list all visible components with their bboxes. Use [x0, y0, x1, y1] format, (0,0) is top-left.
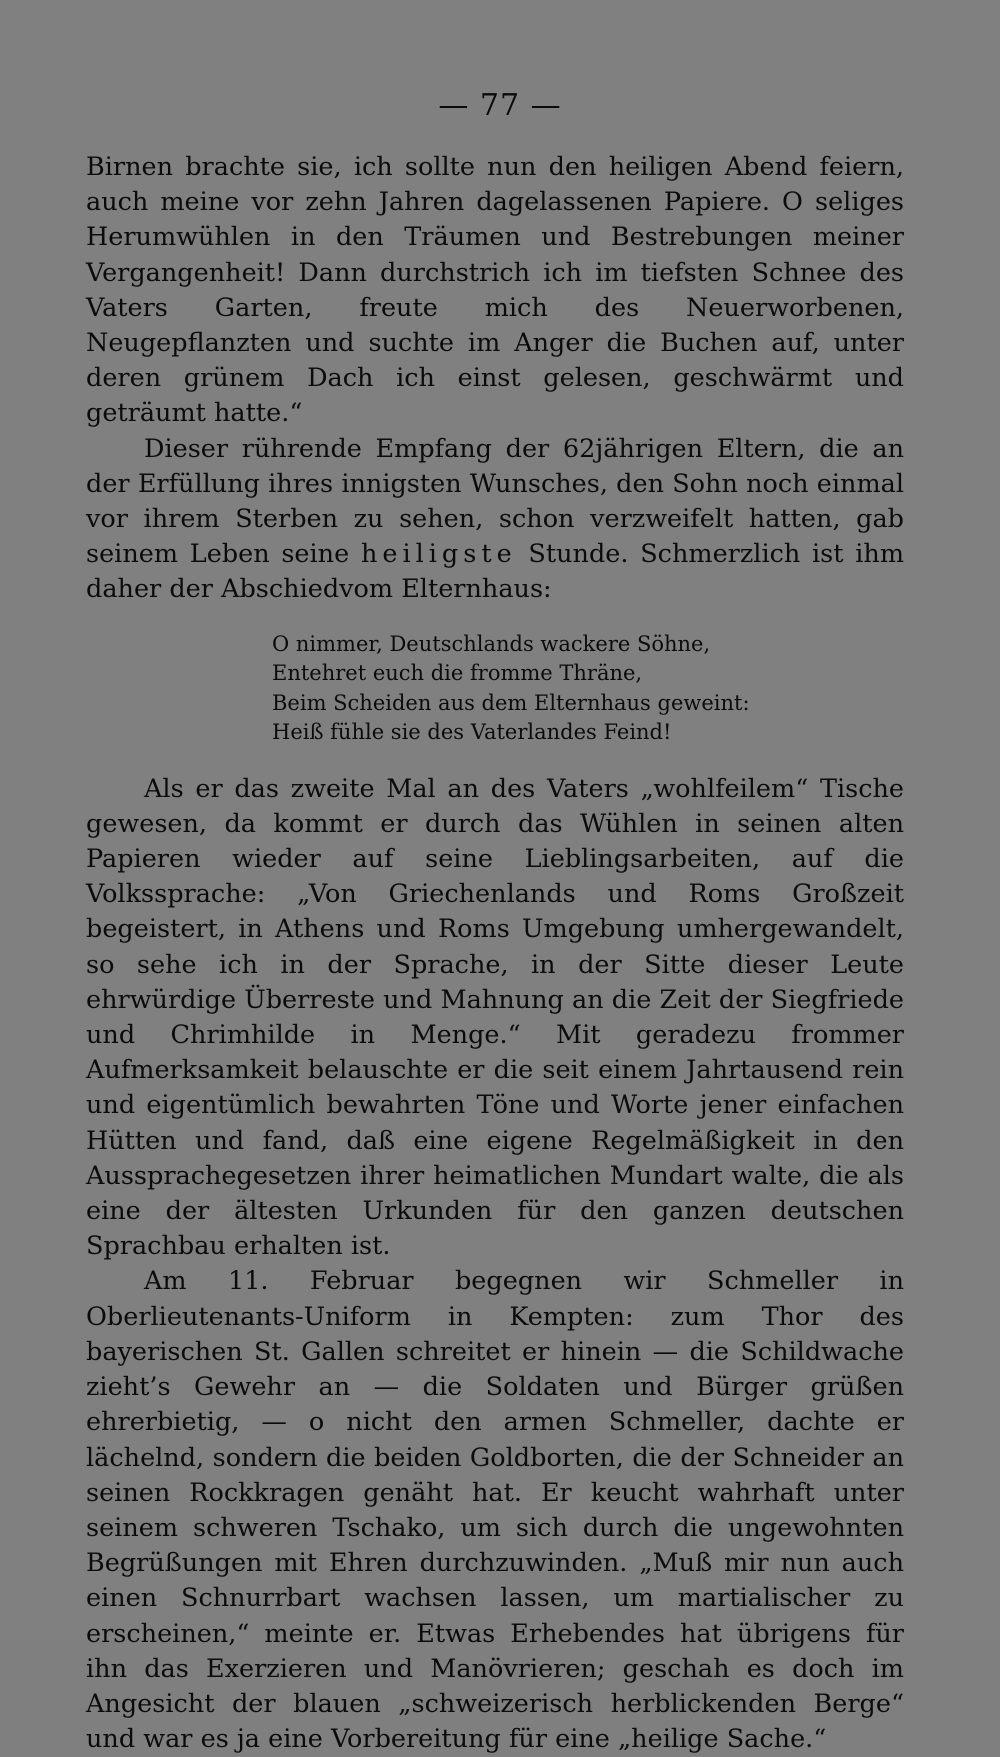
- paragraph-2: [86, 432, 904, 608]
- page-number: — 77 —: [438, 88, 562, 123]
- paragraph-2-start: Dieser rührende Empfang der 62jährigen Eltern, die an der Erfüllung ihres innigsten Wunsches, den Sohn noch einmal vor ihrem Sterben zu sehen, schon verzweifelt hatten, gab seinem Leben seine: [86, 433, 904, 570]
- page-body: [86, 150, 904, 1757]
- paragraph-4: Am 11. Februar begegnen wir Schmeller in Oberlieutenants-Uniform in Kempten: zum Thor des bayerischen St. Gallen schreitet er hinein — die Schildwache zieht’s Gewehr an — die Soldaten und Bürger grüßen ehrerbietig, — o nicht den armen Schmeller, dachte er lächelnd, sondern die beiden Goldborten, die der Schneider an seinen Rockkragen genäht hat. Er keucht wahrhaft unter seinem schweren Tschako, um sich durch die ungewohnten Begrüßungen mit Ehren durchzuwinden. „Muß mir nun auch einen Schnurrbart wachsen lassen, um martialischer zu erscheinen,“ meinte er. Etwas Erhebendes hat übrigens für ihn das Exerzieren und Manövrieren; geschah es doch im Angesicht der blauen „schweizerisch herblickenden Berge“ und war es ja eine Vorbereitung für eine „heilige Sache.“: [86, 1266, 904, 1755]
- paragraph-2-end: Stunde. Schmerzlich ist ihm daher der Abschiedvom Elternhaus:: [86, 539, 905, 605]
- verse-line: Heiß fühle sie des Vaterlandes Feind!: [272, 720, 672, 745]
- paragraph-3: Als er das zweite Mal an des Vaters „wohlfeilem“ Tische gewesen, da kommt er durch das Wühlen in seinen alten Papieren wieder auf seine Lieblingsarbeiten, auf die Volkssprache: „Von Griechenlands und Roms Großzeit begeistert, in Athens und Roms Umgebung umhergewandelt, so sehe ich in der Sprache, in der Sitte dieser Leute ehrwürdige Überreste und Mahnung an die Zeit der Siegfriede und Chrimhilde in Menge.“ Mit geradezu frommer Aufmerksamkeit belauschte er die seit einem Jahrtausend rein und eigentümlich bewahrten Töne und Worte jener einfachen Hütten und fand, daß eine eigene Regelmäßigkeit in den Aussprachegesetzen ihrer heimatlichen Mundart walte, die als eine der ältesten Urkunden für den ganzen deutschen Sprachbau erhalten ist.: [86, 773, 904, 1262]
- emphasized-word: heiligste: [360, 539, 517, 570]
- verse-line: Beim Scheiden aus dem Elternhaus geweint:: [272, 690, 750, 715]
- poem-verse: [272, 630, 904, 748]
- verse-line: O nimmer, Deutschlands wackere Söhne,: [272, 631, 711, 656]
- verse-line: Entehret euch die fromme Thräne,: [272, 661, 643, 686]
- paragraph-1: Birnen brachte sie, ich sollte nun den heiligen Abend feiern, auch meine vor zehn Jahren dagelassenen Papiere. O seliges Herumwühlen in den Träumen und Bestrebungen meiner Vergangenheit! Dann durchstrich ich im tiefsten Schnee des Vaters Garten, freute mich des Neuerworbenen, Neugepflanzten und suchte im Anger die Buchen auf, unter deren grünem Dach ich einst gelesen, geschwärmt und geträumt hatte.“: [86, 152, 904, 429]
